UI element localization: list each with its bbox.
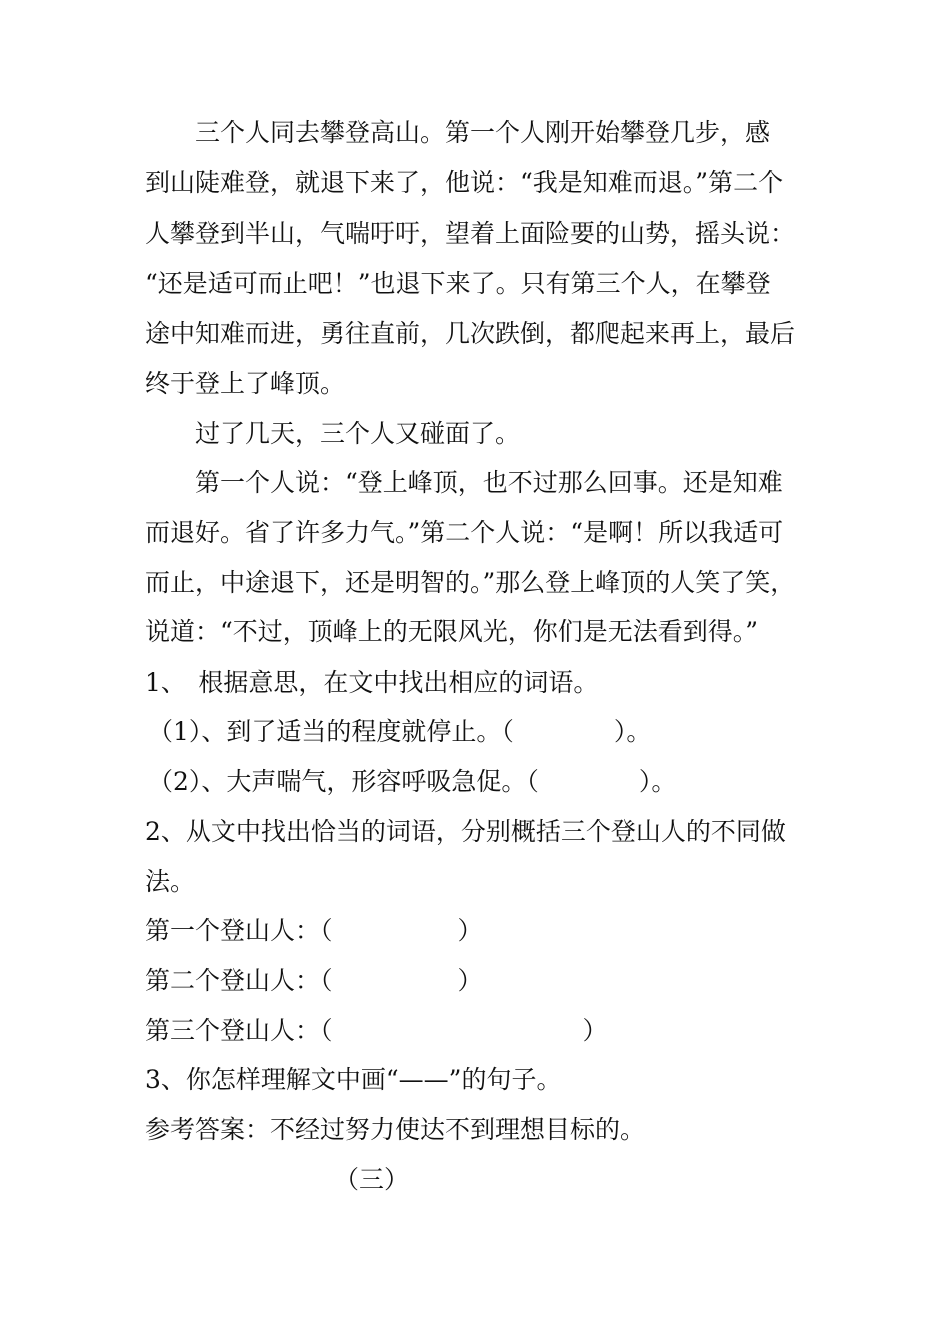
passage-line: 人攀登到半山，气喘吁吁，望着上面险要的山势，摇头说： xyxy=(145,219,796,248)
passage-line: 过了几天，三个人又碰面了。 xyxy=(145,419,521,448)
question-2-answer-a: 第一个登山人：（ ） xyxy=(145,916,483,945)
reference-answer: 参考答案：不经过努力使达不到理想目标的。 xyxy=(145,1115,646,1144)
question-1-item-2: （2）、大声喘气，形容呼吸急促。（ ）。 xyxy=(148,767,677,796)
question-3: 3、你怎样理解文中画“——”的句子。 xyxy=(145,1065,562,1094)
question-1-item-1: （1）、到了适当的程度就停止。（ ）。 xyxy=(148,717,652,746)
question-2-answer-b: 第二个登山人：（ ） xyxy=(145,966,483,995)
passage-line: 而退好。省了许多力气。”第二个人说：“是啊！所以我适可 xyxy=(145,518,784,547)
passage-line: 终于登上了峰顶。 xyxy=(145,369,346,398)
passage-line: 说道：“不过，顶峰上的无限风光，你们是无法看到得。” xyxy=(145,617,759,646)
section-heading: （三） xyxy=(334,1165,410,1194)
passage-line: 三个人同去攀登高山。第一个人刚开始攀登几步，感 xyxy=(145,118,771,147)
question-1: 1、 根据意思，在文中找出相应的词语。 xyxy=(145,668,599,697)
passage-line: 途中知难而进，勇往直前，几次跌倒，都爬起来再上，最后 xyxy=(145,319,796,348)
passage-line: 到山陡难登，就退下来了，他说：“我是知难而退。”第二个 xyxy=(145,168,784,197)
question-2: 2、从文中找出恰当的词语，分别概括三个登山人的不同做 xyxy=(145,817,786,846)
question-2-answer-c: 第三个登山人：（ ） xyxy=(145,1016,608,1045)
passage-line: 第一个人说：“登上峰顶，也不过那么回事。还是知难 xyxy=(145,468,783,497)
passage-line: “还是适可而止吧！”也退下来了。只有第三个人，在攀登 xyxy=(145,269,771,298)
passage-line: 而止，中途退下，还是明智的。”那么登上峰顶的人笑了笑， xyxy=(145,568,796,597)
question-2-continued: 法。 xyxy=(145,867,196,896)
